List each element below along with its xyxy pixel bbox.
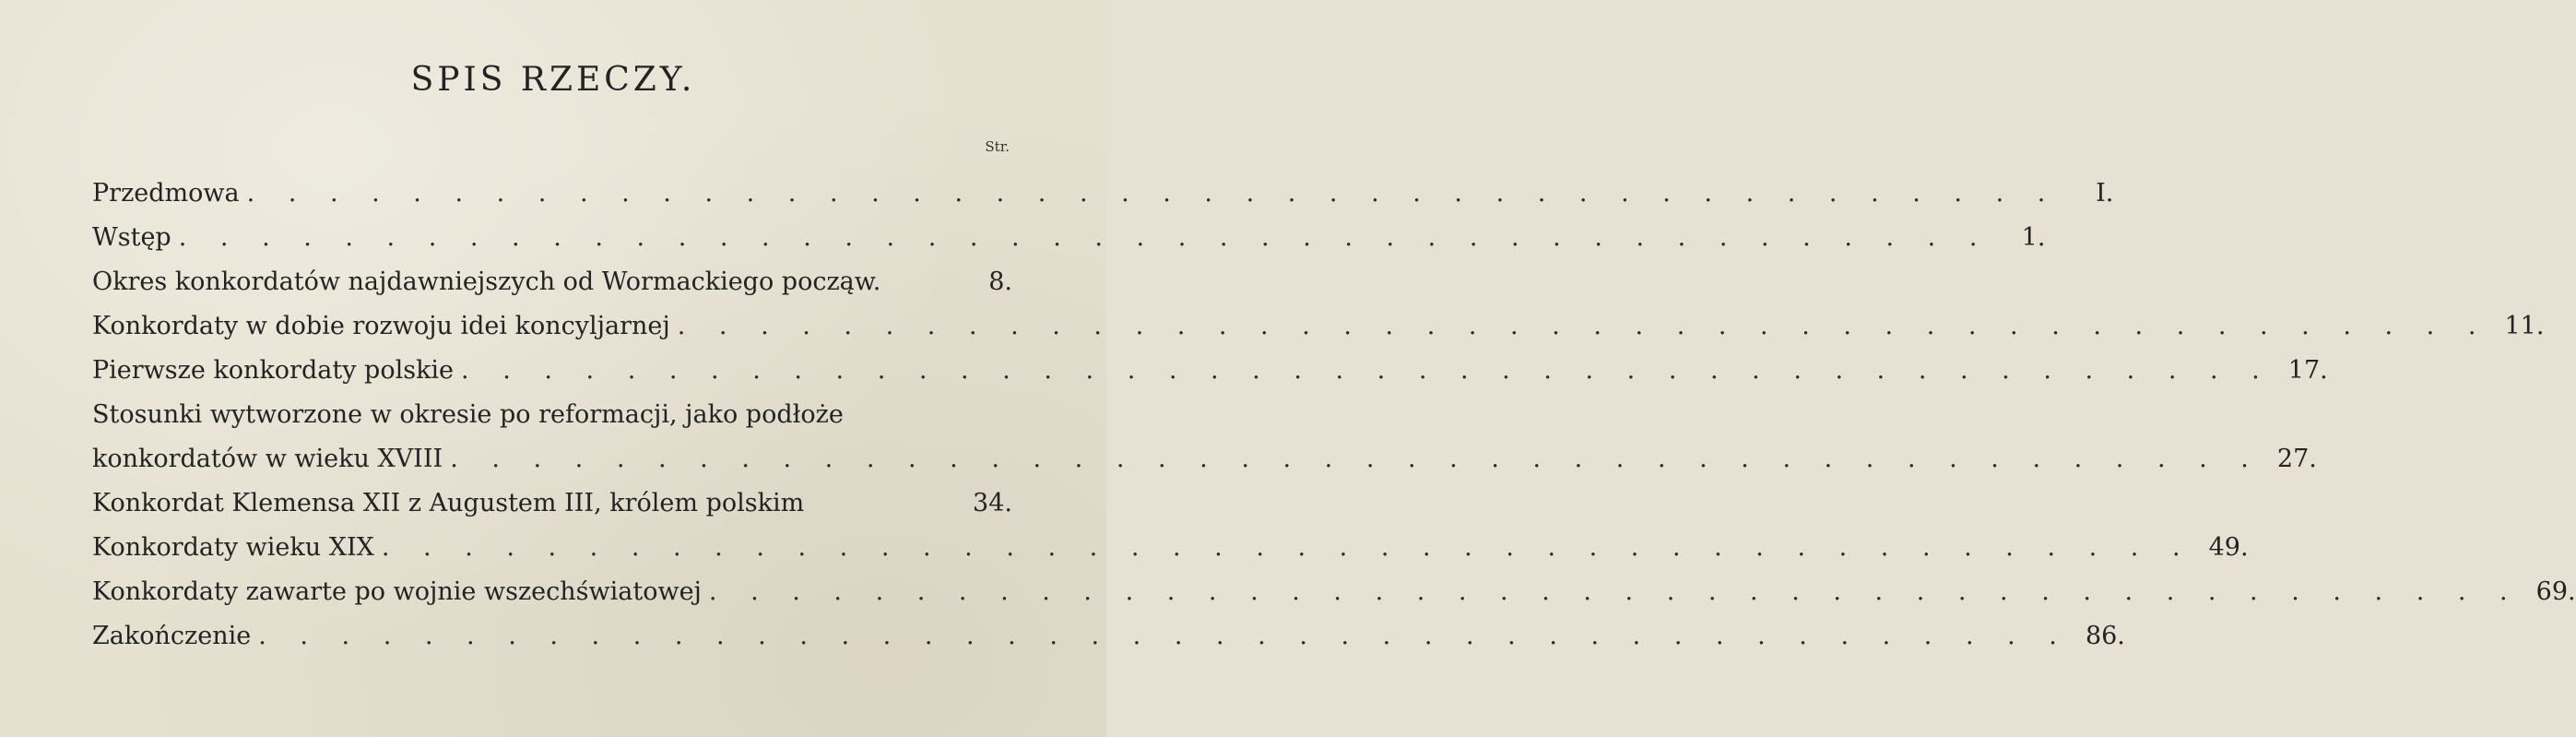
toc-entry-title: Konkordat Klemensa XII z Augustem III, królem polskim xyxy=(92,489,805,517)
toc-entry-title: Przedmowa xyxy=(92,179,240,208)
toc-entry-przedmowa xyxy=(92,172,2114,216)
toc-entry-title: Konkordaty zawarte po wojnie wszechświatowej xyxy=(92,577,702,606)
toc-entry-pierwsze xyxy=(92,349,2328,393)
toc-entry-line2 xyxy=(92,437,2317,481)
toc-entry-wstep xyxy=(92,216,2046,260)
toc-entry-page: 8. xyxy=(988,267,1012,296)
toc-entry-title: Zakończenie xyxy=(92,622,252,650)
page-column-label: Str. xyxy=(985,138,1010,155)
toc-entry-po-wojnie xyxy=(92,570,2576,614)
toc-entry-page: 34. xyxy=(973,489,1012,517)
dot-leader: . . . . . . . . . . . . . . . . . . . . . . . . . . . . . . . . . . . . . . . . . . . . xyxy=(677,312,2489,340)
toc-entry-title: Wstęp xyxy=(92,223,171,252)
toc-entry-klemensa xyxy=(92,481,1012,526)
toc-entry-page: 27. xyxy=(2276,445,2317,473)
toc-entry-page: I. xyxy=(2096,179,2114,208)
toc-entry-stosunki xyxy=(92,393,2317,481)
toc-entry-page: 17. xyxy=(2287,356,2328,385)
toc-entry-wieku-xix xyxy=(92,526,2249,570)
toc-entry-title: Okres konkordatów najdawniejszych od Wormackiego począw. xyxy=(92,267,881,296)
dot-leader: . . . . . . . . . . . . . . . . . . . . . . . . . . . . . . . . . . . . . . . . . . . . xyxy=(258,622,2070,650)
toc-entry-okres xyxy=(92,260,1012,304)
toc-entry-title: Konkordaty w dobie rozwoju idei koncyljarnej xyxy=(92,312,670,340)
toc-entry-page: 69. xyxy=(2535,577,2576,606)
dot-leader: . . . . . . . . . . . . . . . . . . . . . . . . . . . . . . . . . . . . . . . . . . . . xyxy=(461,356,2273,385)
toc-entry-page: 11. xyxy=(2504,312,2545,340)
dot-leader: . . . . . . . . . . . . . . . . . . . . . . . . . . . . . . . . . . . . . . . . . . . . xyxy=(246,179,2059,208)
toc-entry-page: 49. xyxy=(2208,533,2249,562)
toc-entry-zakonczenie xyxy=(92,614,2125,659)
dot-leader: . . . . . . . . . . . . . . . . . . . . . . . . . . . . . . . . . . . . . . . . . . . . xyxy=(381,533,2193,562)
toc-entry-page: 86. xyxy=(2085,622,2125,650)
toc-entry-title: Pierwsze konkordaty polskie xyxy=(92,356,455,385)
toc-entry-title-line2: konkordatów w wieku XVIII xyxy=(92,445,443,473)
dot-leader: . . . . . . . . . . . . . . . . . . . . . . . . . . . . . . . . . . . . . . . . . . . . xyxy=(178,223,1991,252)
dot-leader: . . . . . . . . . . . . . . . . . . . . . . . . . . . . . . . . . . . . . . . . . . . . xyxy=(708,577,2521,606)
toc-entry-title: Konkordaty wieku XIX xyxy=(92,533,374,562)
dot-leader: . . . . . . . . . . . . . . . . . . . . . . . . . . . . . . . . . . . . . . . . . . . . xyxy=(450,445,2262,473)
toc-entry-title-line1: Stosunki wytworzone w okresie po reformacji, jako podłoże xyxy=(92,400,844,429)
table-of-contents xyxy=(92,172,2576,659)
page-title: SPIS RZECZY. xyxy=(410,61,696,99)
toc-entry-page: 1. xyxy=(2021,223,2046,252)
toc-entry-koncyljarnej xyxy=(92,304,2545,349)
